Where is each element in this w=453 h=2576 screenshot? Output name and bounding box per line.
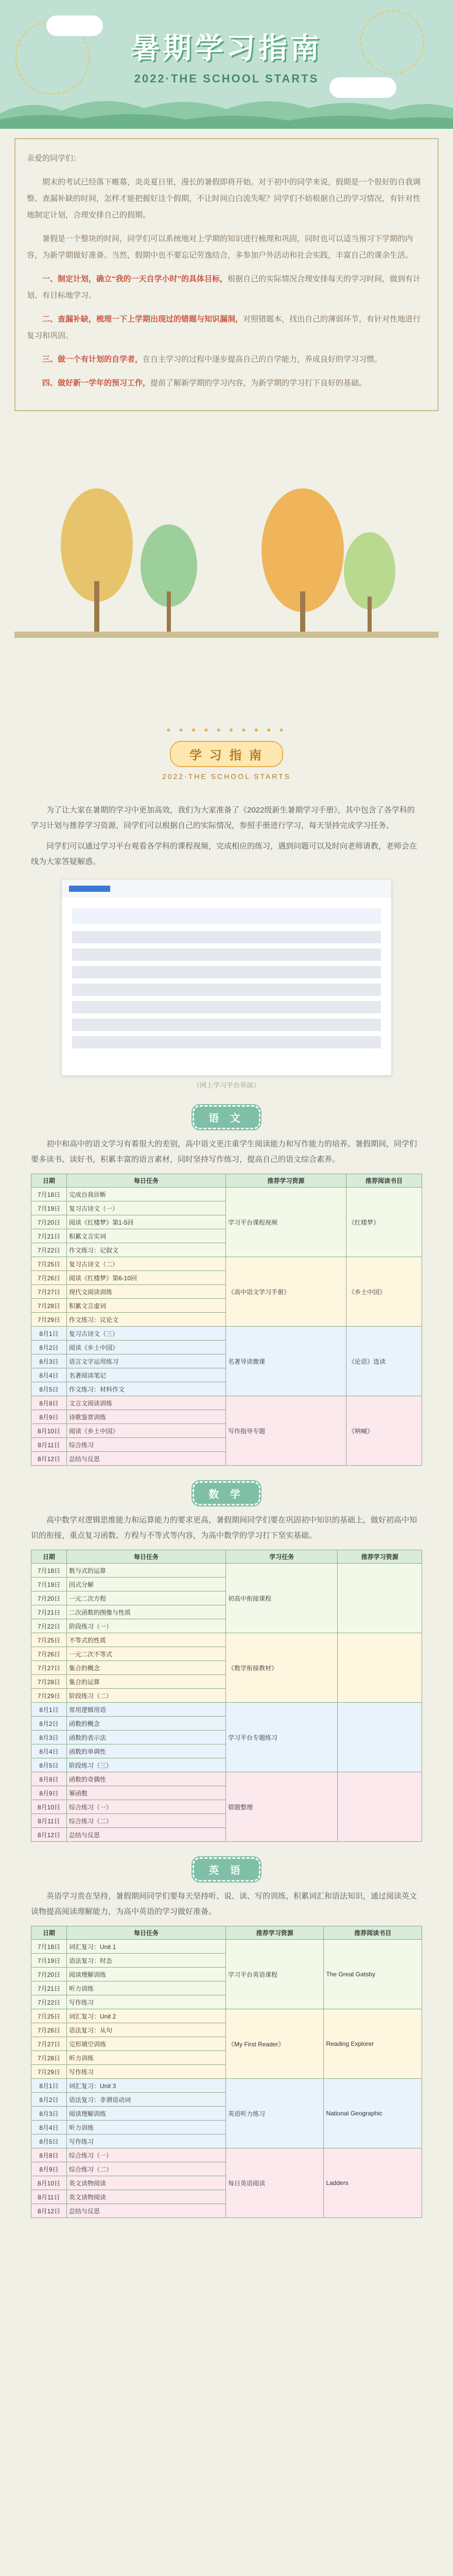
english-intro: 英语学习贵在坚持，暑假期间同学们要每天坚持听、说、读、写的训练，积累词汇和语法知识，通过阅读英文读物提高阅读理解能力，为高中英语的学习做好准备。 bbox=[31, 1892, 417, 1916]
row-task: 常用逻辑用语 bbox=[67, 1703, 226, 1717]
row-date: 8月10日 bbox=[31, 2176, 67, 2190]
table-row bbox=[31, 1703, 422, 1717]
row-date: 8月5日 bbox=[31, 2134, 67, 2148]
row-task: 总结与反思 bbox=[67, 1452, 226, 1466]
table-row bbox=[31, 2009, 422, 2023]
row-date: 7月22日 bbox=[31, 1995, 67, 2009]
platform-screenshot bbox=[61, 879, 392, 1076]
row-task: 完成自我诊断 bbox=[67, 1188, 226, 1201]
table-row bbox=[31, 1188, 422, 1201]
table-row bbox=[31, 1257, 422, 1271]
row-task: 数与式的运算 bbox=[67, 1564, 226, 1578]
row-task: 阅读《红楼梦》第1-5回 bbox=[67, 1215, 226, 1229]
resource-cell: 名著导读微课 bbox=[226, 1327, 346, 1396]
row-date: 8月5日 bbox=[31, 1758, 67, 1772]
row-date: 7月27日 bbox=[31, 1285, 67, 1299]
row-date: 7月29日 bbox=[31, 1313, 67, 1327]
row-date: 8月10日 bbox=[31, 1424, 67, 1438]
row-date: 8月3日 bbox=[31, 1354, 67, 1368]
page-subtitle: 2022·THE SCHOOL STARTS bbox=[134, 72, 319, 85]
row-date: 7月19日 bbox=[31, 1954, 67, 1968]
row-task: 语法复习：非谓语动词 bbox=[67, 2093, 226, 2107]
row-date: 8月8日 bbox=[31, 1772, 67, 1786]
table-row bbox=[31, 1940, 422, 1954]
row-task: 英文读物阅读 bbox=[67, 2176, 226, 2190]
row-date: 7月21日 bbox=[31, 1229, 67, 1243]
table-row bbox=[31, 1633, 422, 1647]
row-date: 8月11日 bbox=[31, 2190, 67, 2204]
grass-decor bbox=[0, 93, 453, 129]
platform-mockup bbox=[62, 879, 391, 1075]
row-task: 综合练习（一） bbox=[67, 1800, 226, 1814]
row-date: 7月27日 bbox=[31, 2037, 67, 2051]
row-task: 听力训练 bbox=[67, 1981, 226, 1995]
row-date: 7月25日 bbox=[31, 1257, 67, 1271]
row-task: 函数的奇偶性 bbox=[67, 1772, 226, 1786]
row-task: 阅读理解训练 bbox=[67, 2107, 226, 2121]
row-task: 复习古诗文（一） bbox=[67, 1201, 226, 1215]
decor-cloud bbox=[46, 15, 103, 36]
row-task: 阶段练习（二） bbox=[67, 1689, 226, 1703]
row-task: 词汇复习：Unit 3 bbox=[67, 2079, 226, 2093]
table-row bbox=[31, 1772, 422, 1786]
row-date: 7月29日 bbox=[31, 1689, 67, 1703]
row-date: 8月2日 bbox=[31, 2093, 67, 2107]
row-task: 阅读《乡土中国》 bbox=[67, 1341, 226, 1354]
row-date: 7月28日 bbox=[31, 1299, 67, 1313]
row-task: 函数的概念 bbox=[67, 1717, 226, 1731]
row-task: 写作练习 bbox=[67, 2065, 226, 2079]
book-cell bbox=[338, 1703, 422, 1772]
resource-cell: 学习平台专题练习 bbox=[226, 1703, 338, 1772]
row-task: 集合的运算 bbox=[67, 1675, 226, 1689]
row-task: 阅读《红楼梦》第6-10回 bbox=[67, 1271, 226, 1285]
row-date: 7月26日 bbox=[31, 2023, 67, 2037]
resource-cell: 英语听力练习 bbox=[226, 2079, 324, 2148]
salutation: 亲爱的同学们： bbox=[27, 154, 81, 163]
row-date: 8月12日 bbox=[31, 1452, 67, 1466]
table-row bbox=[31, 1564, 422, 1578]
intro-point: 二、查漏补缺，梳理一下上学期出现过的错题与知识漏洞，对照错题本，找出自己的薄弱环节，有针对性地进行复习和巩固。 bbox=[27, 315, 421, 340]
row-task: 名著阅读笔记 bbox=[67, 1368, 226, 1382]
table-header: 推荐学习资源 bbox=[338, 1550, 422, 1564]
row-date: 7月21日 bbox=[31, 1981, 67, 1995]
row-task: 听力训练 bbox=[67, 2121, 226, 2134]
book-cell: 《乡土中国》 bbox=[346, 1257, 422, 1327]
book-cell: National Geographic bbox=[324, 2079, 422, 2148]
row-date: 7月25日 bbox=[31, 2009, 67, 2023]
row-date: 7月28日 bbox=[31, 2051, 67, 2065]
row-task: 阶段练习（一） bbox=[67, 1619, 226, 1633]
table-header: 每日任务 bbox=[67, 1550, 226, 1564]
intro-point: 三、做一个有计划的自学者，在自主学习的过程中逐步提高自己的自学能力，养成良好的学习习惯。 bbox=[42, 355, 382, 364]
row-date: 7月19日 bbox=[31, 1578, 67, 1591]
book-cell bbox=[338, 1772, 422, 1842]
row-task: 综合练习 bbox=[67, 1438, 226, 1452]
row-date: 8月4日 bbox=[31, 2121, 67, 2134]
table-header: 推荐阅读书目 bbox=[346, 1174, 422, 1188]
english-plan-table bbox=[31, 1926, 422, 2218]
table-header: 日期 bbox=[31, 1174, 67, 1188]
intro-section bbox=[0, 129, 453, 725]
resource-cell: 每日英语阅读 bbox=[226, 2148, 324, 2218]
row-date: 7月28日 bbox=[31, 1675, 67, 1689]
row-task: 英文读物阅读 bbox=[67, 2190, 226, 2204]
row-task: 诗歌鉴赏训练 bbox=[67, 1410, 226, 1424]
row-date: 8月1日 bbox=[31, 1327, 67, 1341]
book-cell: The Great Gatsby bbox=[324, 1940, 422, 2009]
row-task: 语法复习：时态 bbox=[67, 1954, 226, 1968]
math-plan-table bbox=[31, 1550, 422, 1842]
row-task: 复习古诗文（二） bbox=[67, 1257, 226, 1271]
guide-title: 学 习 指 南 bbox=[170, 741, 283, 767]
table-header: 推荐学习资源 bbox=[226, 1174, 346, 1188]
row-date: 8月8日 bbox=[31, 2148, 67, 2162]
book-cell: Ladders bbox=[324, 2148, 422, 2218]
row-task: 综合练习（一） bbox=[67, 2148, 226, 2162]
row-date: 8月12日 bbox=[31, 2204, 67, 2218]
row-date: 8月9日 bbox=[31, 1410, 67, 1424]
guide-paragraph: 同学们可以通过学习平台观看各学科的课程视频，完成相应的练习，遇到问题可以及时向老师请教，老师会在线为大家答疑解惑。 bbox=[31, 842, 417, 866]
row-task: 词汇复习：Unit 1 bbox=[67, 1940, 226, 1954]
row-date: 8月12日 bbox=[31, 1828, 67, 1842]
guide-heading: ● ● ● ● ● ● ● ● ● ● 学 习 指 南 2022·THE SCHOOL STARTS bbox=[0, 725, 453, 803]
intro-box bbox=[14, 138, 439, 411]
table-header: 日期 bbox=[31, 1550, 67, 1564]
row-date: 8月3日 bbox=[31, 2107, 67, 2121]
row-task: 语言文字运用练习 bbox=[67, 1354, 226, 1368]
row-task: 语法复习：从句 bbox=[67, 2023, 226, 2037]
row-task: 二次函数的图像与性质 bbox=[67, 1605, 226, 1619]
row-task: 写作练习 bbox=[67, 1995, 226, 2009]
row-date: 8月11日 bbox=[31, 1814, 67, 1828]
row-task: 现代文阅读训练 bbox=[67, 1285, 226, 1299]
table-header: 学习任务 bbox=[226, 1550, 338, 1564]
guide-subtitle: 2022·THE SCHOOL STARTS bbox=[162, 772, 291, 781]
math-intro: 高中数学对逻辑思维能力和运算能力的要求更高，暑假期间同学们要在巩固初中知识的基础上，做好初高中知识的衔接，重点复习函数、方程与不等式等内容，为高中数学的学习打下坚实基础。 bbox=[31, 1516, 417, 1540]
row-date: 8月9日 bbox=[31, 2162, 67, 2176]
row-task: 一元二次不等式 bbox=[67, 1647, 226, 1661]
header-banner bbox=[0, 0, 453, 129]
book-cell: Reading Explorer bbox=[324, 2009, 422, 2079]
row-date: 7月22日 bbox=[31, 1243, 67, 1257]
row-date: 7月18日 bbox=[31, 1188, 67, 1201]
row-date: 7月21日 bbox=[31, 1605, 67, 1619]
subject-title-math: 数 学 bbox=[193, 1481, 260, 1505]
resource-cell: 学习平台课程视频 bbox=[226, 1188, 346, 1257]
row-task: 不等式的性质 bbox=[67, 1633, 226, 1647]
row-task: 作文练习：记叙文 bbox=[67, 1243, 226, 1257]
row-date: 7月26日 bbox=[31, 1271, 67, 1285]
row-date: 7月26日 bbox=[31, 1647, 67, 1661]
row-task: 复习古诗文（三） bbox=[67, 1327, 226, 1341]
row-task: 阅读理解训练 bbox=[67, 1968, 226, 1981]
row-task: 函数的单调性 bbox=[67, 1744, 226, 1758]
row-date: 7月20日 bbox=[31, 1591, 67, 1605]
row-date: 8月3日 bbox=[31, 1731, 67, 1744]
resource-cell: 《高中语文学习手册》 bbox=[226, 1257, 346, 1327]
chinese-intro: 初中和高中的语文学习有着很大的差别，高中语文更注重学生阅读能力和写作能力的培养。暑假期间，同学们要多读书、读好书，积累丰富的语言素材，同时坚持写作练习，提高自己的语文综合素养。 bbox=[31, 1140, 417, 1164]
row-date: 7月22日 bbox=[31, 1619, 67, 1633]
row-task: 作文练习：材料作文 bbox=[67, 1382, 226, 1396]
row-date: 7月27日 bbox=[31, 1661, 67, 1675]
intro-paragraph: 期末的考试已经落下帷幕，炎炎夏日里，漫长的暑假即将开始。对于初中的同学来说，假期是一个很好的自我调整、查漏补缺的时间，怎样才能把握好这个假期，不让时间白白流失呢？同学们不妨根据自己的学习情况，有针对性地制定计划，合理安排自己的假期。 bbox=[27, 178, 421, 219]
row-date: 8月8日 bbox=[31, 1396, 67, 1410]
row-date: 7月18日 bbox=[31, 1564, 67, 1578]
book-cell: 《论语》选读 bbox=[346, 1327, 422, 1396]
row-task: 作文练习：议论文 bbox=[67, 1313, 226, 1327]
book-cell: 《呐喊》 bbox=[346, 1396, 422, 1466]
trees-illustration bbox=[14, 411, 439, 638]
table-header: 推荐阅读书目 bbox=[324, 1926, 422, 1940]
resource-cell: 写作指导专题 bbox=[226, 1396, 346, 1466]
row-task: 文言文阅读训练 bbox=[67, 1396, 226, 1410]
row-task: 综合练习（二） bbox=[67, 2162, 226, 2176]
row-task: 写作练习 bbox=[67, 2134, 226, 2148]
table-header: 每日任务 bbox=[67, 1926, 226, 1940]
screenshot-caption: （网上学习平台界面） bbox=[193, 1081, 260, 1089]
row-task: 完形填空训练 bbox=[67, 2037, 226, 2051]
row-date: 8月1日 bbox=[31, 1703, 67, 1717]
row-date: 8月1日 bbox=[31, 2079, 67, 2093]
row-task: 总结与反思 bbox=[67, 1828, 226, 1842]
table-row bbox=[31, 1327, 422, 1341]
table-row bbox=[31, 2079, 422, 2093]
resource-cell: 错题整理 bbox=[226, 1772, 338, 1842]
chinese-plan-table bbox=[31, 1174, 422, 1466]
book-cell: 《红楼梦》 bbox=[346, 1188, 422, 1257]
row-task: 集合的概念 bbox=[67, 1661, 226, 1675]
guide-paragraph: 为了让大家在暑期的学习中更加高效，我们为大家准备了《2022级新生暑期学习手册》，其中包含了各学科的学习计划与推荐学习资源，同学们可以根据自己的实际情况，参照手册进行学习，每天坚持完成学习任务。 bbox=[31, 806, 415, 830]
row-date: 7月18日 bbox=[31, 1940, 67, 1954]
row-task: 综合练习（二） bbox=[67, 1814, 226, 1828]
row-task: 阅读《乡土中国》 bbox=[67, 1424, 226, 1438]
row-date: 7月25日 bbox=[31, 1633, 67, 1647]
table-header: 日期 bbox=[31, 1926, 67, 1940]
table-header: 每日任务 bbox=[67, 1174, 226, 1188]
row-date: 8月5日 bbox=[31, 1382, 67, 1396]
table-row bbox=[31, 2148, 422, 2162]
resource-cell: 初高中衔接课程 bbox=[226, 1564, 338, 1633]
guide-text bbox=[0, 803, 453, 870]
row-date: 8月4日 bbox=[31, 1368, 67, 1382]
row-date: 7月20日 bbox=[31, 1215, 67, 1229]
intro-paragraph: 暑假是一个整块的时间，同学们可以系统地对上学期的知识进行梳理和巩固，同时也可以适当预习下学期的内容，为新学期做好准备。当然，假期中也不要忘记劳逸结合，多参加户外活动和社会实践，丰富自己的课余生活。 bbox=[27, 234, 413, 260]
decor-bubble bbox=[360, 10, 424, 74]
row-task: 阶段练习（三） bbox=[67, 1758, 226, 1772]
row-task: 听力训练 bbox=[67, 2051, 226, 2065]
table-header: 推荐学习资源 bbox=[226, 1926, 324, 1940]
row-date: 7月20日 bbox=[31, 1968, 67, 1981]
row-date: 8月11日 bbox=[31, 1438, 67, 1452]
row-date: 8月4日 bbox=[31, 1744, 67, 1758]
row-task: 积累文言虚词 bbox=[67, 1299, 226, 1313]
row-task: 幂函数 bbox=[67, 1786, 226, 1800]
row-task: 函数的表示法 bbox=[67, 1731, 226, 1744]
book-cell bbox=[338, 1633, 422, 1703]
subject-title-chinese: 语 文 bbox=[193, 1105, 260, 1129]
resource-cell: 《数学衔接教材》 bbox=[226, 1633, 338, 1703]
row-task: 积累文言实词 bbox=[67, 1229, 226, 1243]
row-date: 8月10日 bbox=[31, 1800, 67, 1814]
table-row bbox=[31, 1396, 422, 1410]
book-cell bbox=[338, 1564, 422, 1633]
resource-cell: 学习平台英语课程 bbox=[226, 1940, 324, 2009]
row-date: 8月2日 bbox=[31, 1341, 67, 1354]
row-date: 8月2日 bbox=[31, 1717, 67, 1731]
row-date: 8月9日 bbox=[31, 1786, 67, 1800]
intro-point: 一、制定计划，确立“我的一天自学小时”的具体目标，根据自己的实际情况合理安排每天的学习时间，做到有计划、有目标地学习。 bbox=[27, 275, 421, 300]
row-task: 词汇复习：Unit 2 bbox=[67, 2009, 226, 2023]
row-task: 总结与反思 bbox=[67, 2204, 226, 2218]
resource-cell: 《My First Reader》 bbox=[226, 2009, 324, 2079]
subject-title-english: 英 语 bbox=[193, 1857, 260, 1882]
row-task: 一元二次方程 bbox=[67, 1591, 226, 1605]
page-title: 暑期学习指南 bbox=[131, 32, 322, 65]
row-date: 7月19日 bbox=[31, 1201, 67, 1215]
row-date: 7月29日 bbox=[31, 2065, 67, 2079]
row-task: 因式分解 bbox=[67, 1578, 226, 1591]
intro-point: 四、做好新一学年的预习工作，提前了解新学期的学习内容，为新学期的学习打下良好的基础。 bbox=[42, 379, 367, 387]
